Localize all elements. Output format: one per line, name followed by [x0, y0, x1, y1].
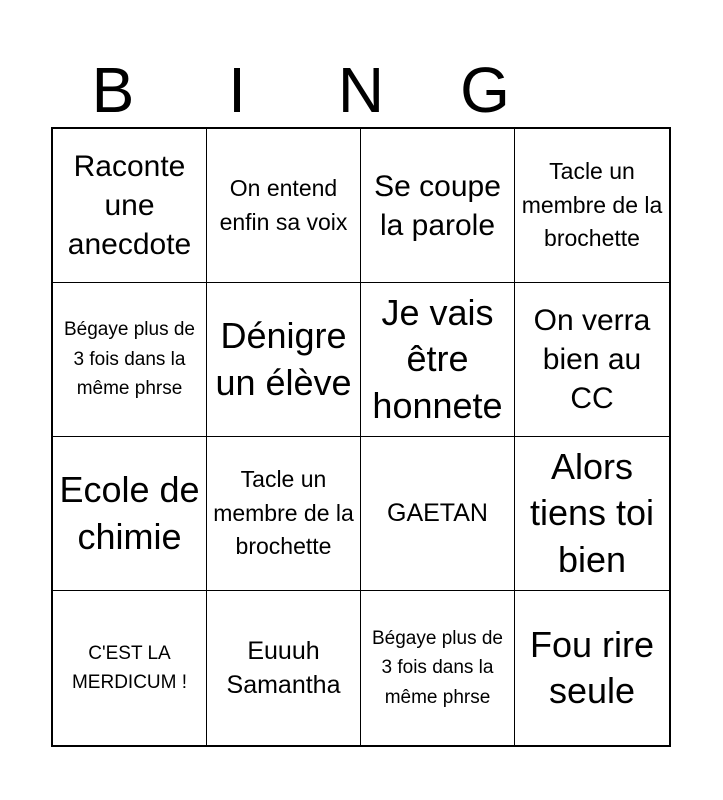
bingo-board	[51, 127, 671, 747]
header-letter-n: N	[337, 54, 385, 126]
header-letter-g: G	[460, 54, 510, 126]
bingo-cell-r1c3[interactable]: Se coupe la parole	[361, 129, 515, 283]
bingo-cell-r3c4[interactable]: Alors tiens toi bien	[515, 437, 669, 591]
bingo-cell-r2c3[interactable]: Je vais être honnete	[361, 283, 515, 437]
bingo-cell-r4c3[interactable]: Bégaye plus de 3 fois dans la même phrse	[361, 591, 515, 745]
bingo-cell-r2c2[interactable]: Dénigre un élève	[207, 283, 361, 437]
bingo-cell-r1c4[interactable]: Tacle un membre de la brochette	[515, 129, 669, 283]
bingo-cell-r4c1[interactable]: C'EST LA MERDICUM !	[53, 591, 207, 745]
bingo-cell-r3c1[interactable]: Ecole de chimie	[53, 437, 207, 591]
bingo-header	[51, 52, 671, 128]
bingo-cell-r1c1[interactable]: Raconte une anecdote	[53, 129, 207, 283]
bingo-cell-r4c4[interactable]: Fou rire seule	[529, 623, 655, 711]
header-letter-b: B	[91, 54, 135, 126]
header-letter-i: I	[228, 54, 246, 126]
bingo-cell-r4c2[interactable]: Euuuh Samantha	[207, 591, 361, 745]
bingo-cell-r3c2[interactable]: Tacle un membre de la brochette	[207, 437, 361, 591]
bingo-cell-r1c2[interactable]: On entend enfin sa voix	[207, 129, 361, 283]
bingo-cell-r2c4[interactable]: On verra bien au CC	[515, 283, 669, 437]
bingo-cell-r2c1[interactable]: Bégaye plus de 3 fois dans la même phrse	[53, 283, 207, 437]
bingo-cell-r3c3[interactable]: GAETAN	[361, 437, 515, 591]
